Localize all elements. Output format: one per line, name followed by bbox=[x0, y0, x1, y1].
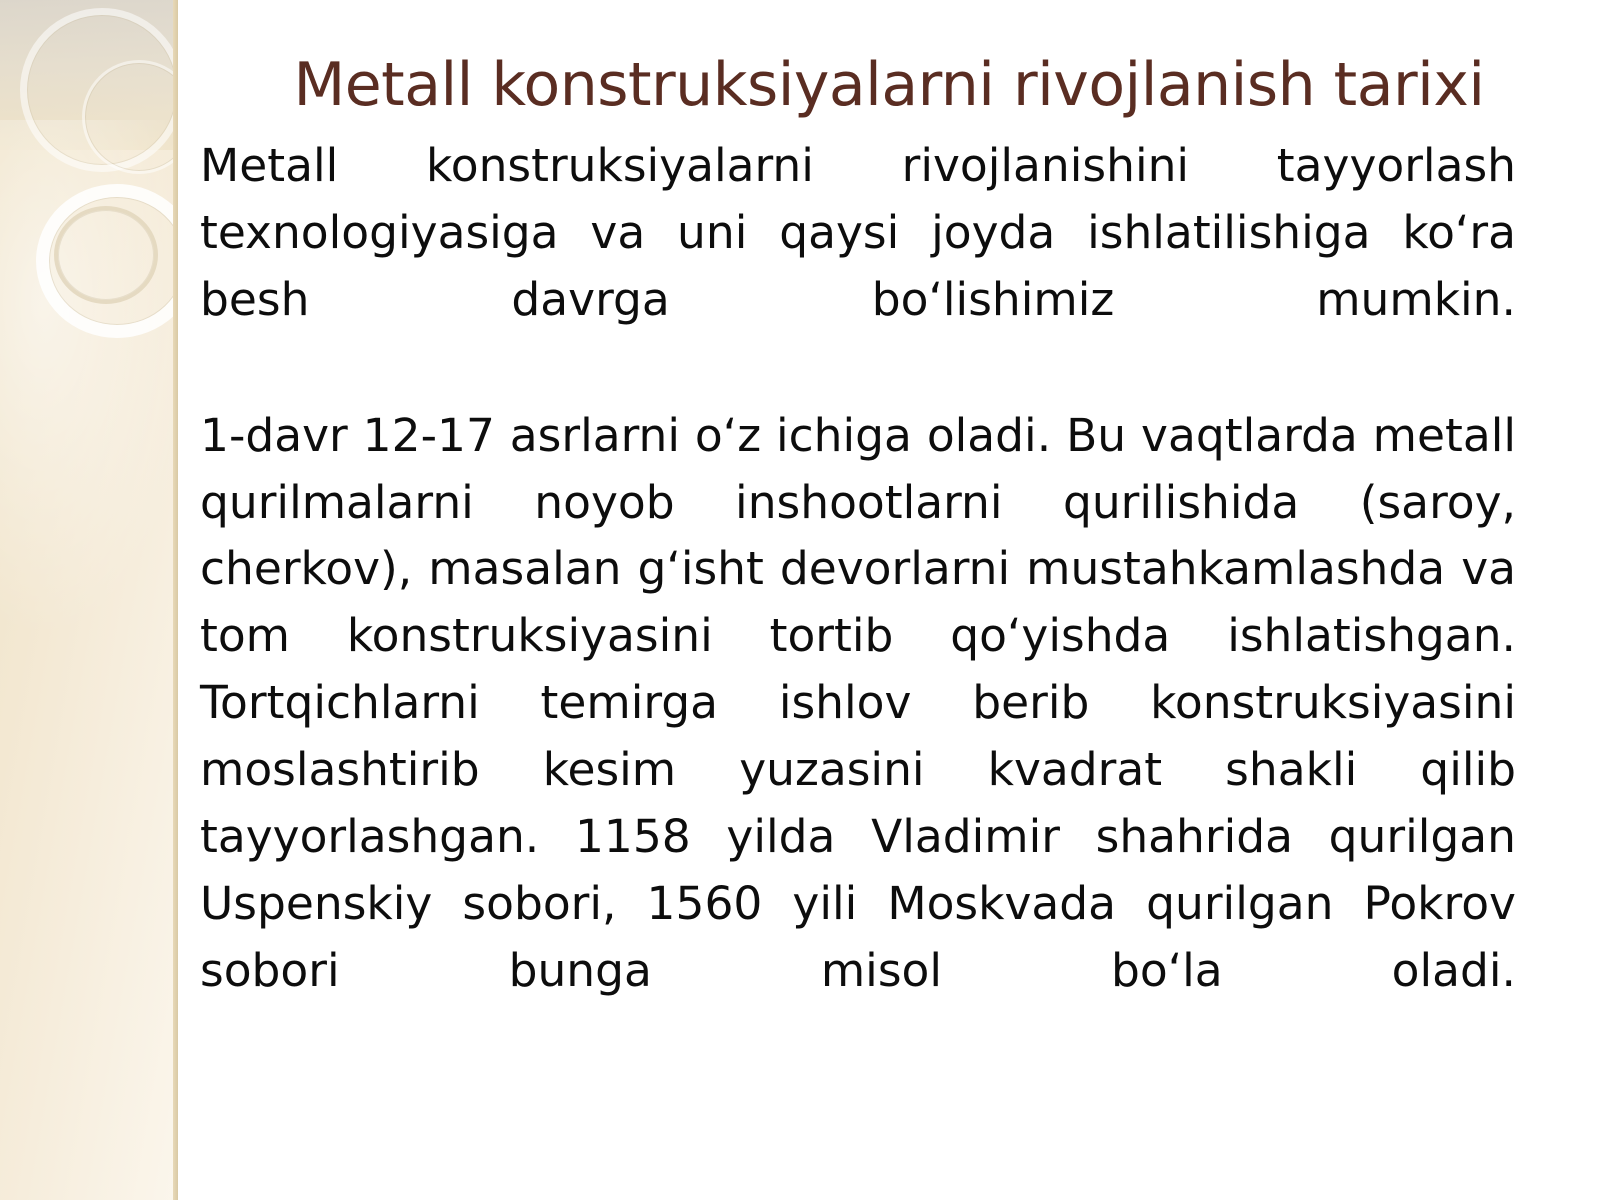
ring-outline-thin-icon bbox=[54, 206, 158, 304]
decorative-left-band bbox=[0, 0, 178, 1200]
slide-content bbox=[178, 0, 1600, 1200]
body-paragraph-2: 1-davr 12-17 asrlarni o‘z ichiga oladi. Bu vaqtlarda metall qurilmalarni noyob inshootlarni qurilishida (saroy, cherkov), masalan g‘isht devorlarni mustahkamlashda va tom konstruksiyasini tortib qo‘yishda ishlatishgan. Tortqichlarni temirga ishlov berib konstruksiyasini moslashtirib kesim yuzasini kvadrat shakli qilib tayyorlashgan. 1158 yilda Vladimir shahrida qurilgan Uspenskiy sobori, 1560 yili Moskvada qurilgan Pokrov sobori bunga misol bo‘la oladi. bbox=[200, 408, 1516, 997]
body-paragraph-1: Metall konstruksiyalarni rivojlanishini tayyorlash texnologiyasiga va uni qaysi joyda ishlatilishiga ko‘ra besh davrga bo‘lishimiz mumkin. bbox=[200, 139, 1516, 326]
slide-title: Metall konstruksiyalarni rivojlanish tarixi bbox=[293, 50, 1485, 120]
slide-body bbox=[178, 119, 1600, 1071]
